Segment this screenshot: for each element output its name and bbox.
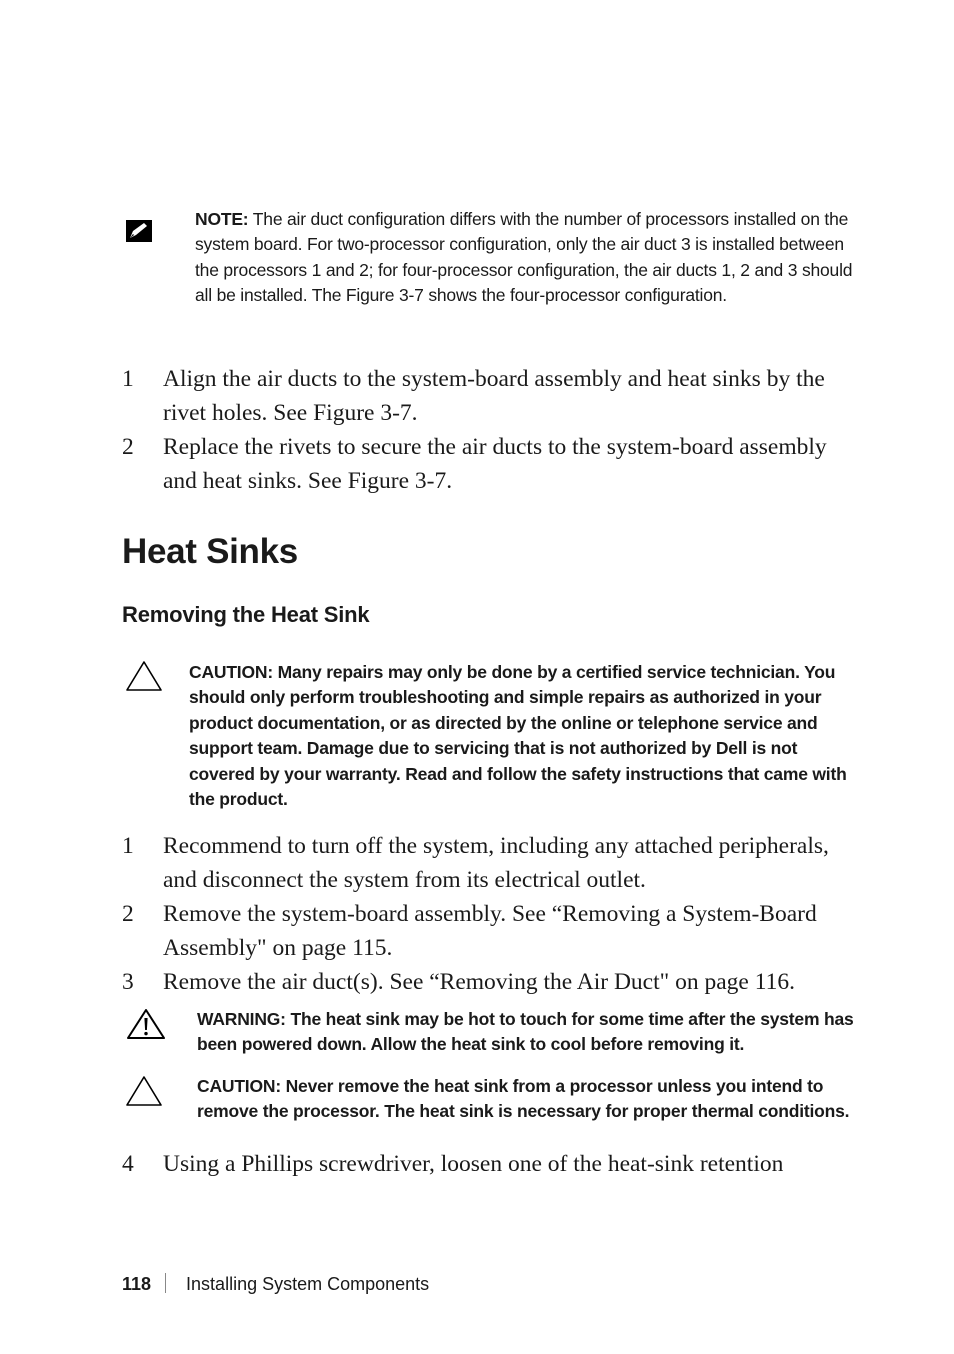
step-text: Replace the rivets to secure the air ducts to the system-board assembly and heat sinks. See Figure 3-7.: [163, 434, 827, 494]
step-number: 1: [122, 833, 134, 859]
subsection-title: Removing the Heat Sink: [122, 602, 370, 627]
air-duct-steps: [122, 362, 862, 498]
step-number: 2: [122, 901, 134, 927]
caution-text: CAUTION: Never remove the heat sink from a processor unless you intend to remove the processor. The heat sink is necessary for proper thermal conditions.: [197, 1076, 850, 1122]
section-title: Heat Sinks: [122, 532, 298, 571]
caution-triangle-icon: [125, 660, 163, 697]
step-number: 1: [122, 366, 134, 392]
step-text: Recommend to turn off the system, including any attached peripherals, and disconnect the system from its electrical outlet.: [163, 833, 829, 893]
warning-block: [122, 1007, 867, 1063]
page-footer: [122, 1270, 429, 1298]
footer-divider: [165, 1273, 166, 1293]
note-label: NOTE:: [195, 209, 249, 229]
list-item: [122, 1147, 862, 1181]
step-number: 4: [122, 1151, 134, 1177]
step-text: Using a Phillips screwdriver, loosen one of the heat-sink retention: [163, 1151, 784, 1177]
note-body: The air duct configuration differs with the number of processors installed on the system board. For two-processor configuration, only the air duct 3 is installed between the processors 1 and 2; for four-processor configuration, the air ducts 1, 2 and 3 should all be installed. The Figure 3-7 shows the four-processor configuration.: [195, 209, 853, 306]
step-text: Remove the system-board assembly. See “Removing a System-Board Assembly" on page 115.: [163, 901, 817, 961]
remove-steps: [122, 829, 862, 999]
note-block: [122, 207, 867, 337]
warning-triangle-icon: [126, 1008, 166, 1045]
chapter-title: Installing System Components: [186, 1274, 430, 1294]
caution-text: CAUTION: Many repairs may only be done by a certified service technician. You should only perform troubleshooting and simple repairs as authorized in your product documentation, or as directed by the online or telephone service and support team. Damage due to servicing that is not authorized by Dell is not covered by your warranty. Read and follow the safety instructions that came with the product.: [189, 662, 847, 810]
step-number: 3: [122, 969, 134, 995]
list-item: [122, 829, 862, 897]
pencil-note-icon: [122, 217, 156, 250]
caution-block: [122, 660, 867, 815]
page-number: 118: [122, 1274, 152, 1294]
step-text: Align the air ducts to the system-board assembly and heat sinks by the rivet holes. See Figure 3-7.: [163, 366, 825, 426]
caution-block: [122, 1074, 867, 1130]
note-text: [195, 207, 867, 309]
list-item: [122, 362, 862, 430]
list-item: [122, 430, 862, 498]
step-text: Remove the air duct(s). See “Removing the Air Duct" on page 116.: [163, 969, 795, 995]
caution-triangle-icon: [125, 1075, 163, 1112]
list-item: [122, 965, 862, 999]
warning-text: WARNING: The heat sink may be hot to touch for some time after the system has been powered down. Allow the heat sink to cool before removing it.: [197, 1009, 854, 1055]
remove-steps-continued: [122, 1147, 862, 1181]
step-number: 2: [122, 434, 134, 460]
list-item: [122, 897, 862, 965]
